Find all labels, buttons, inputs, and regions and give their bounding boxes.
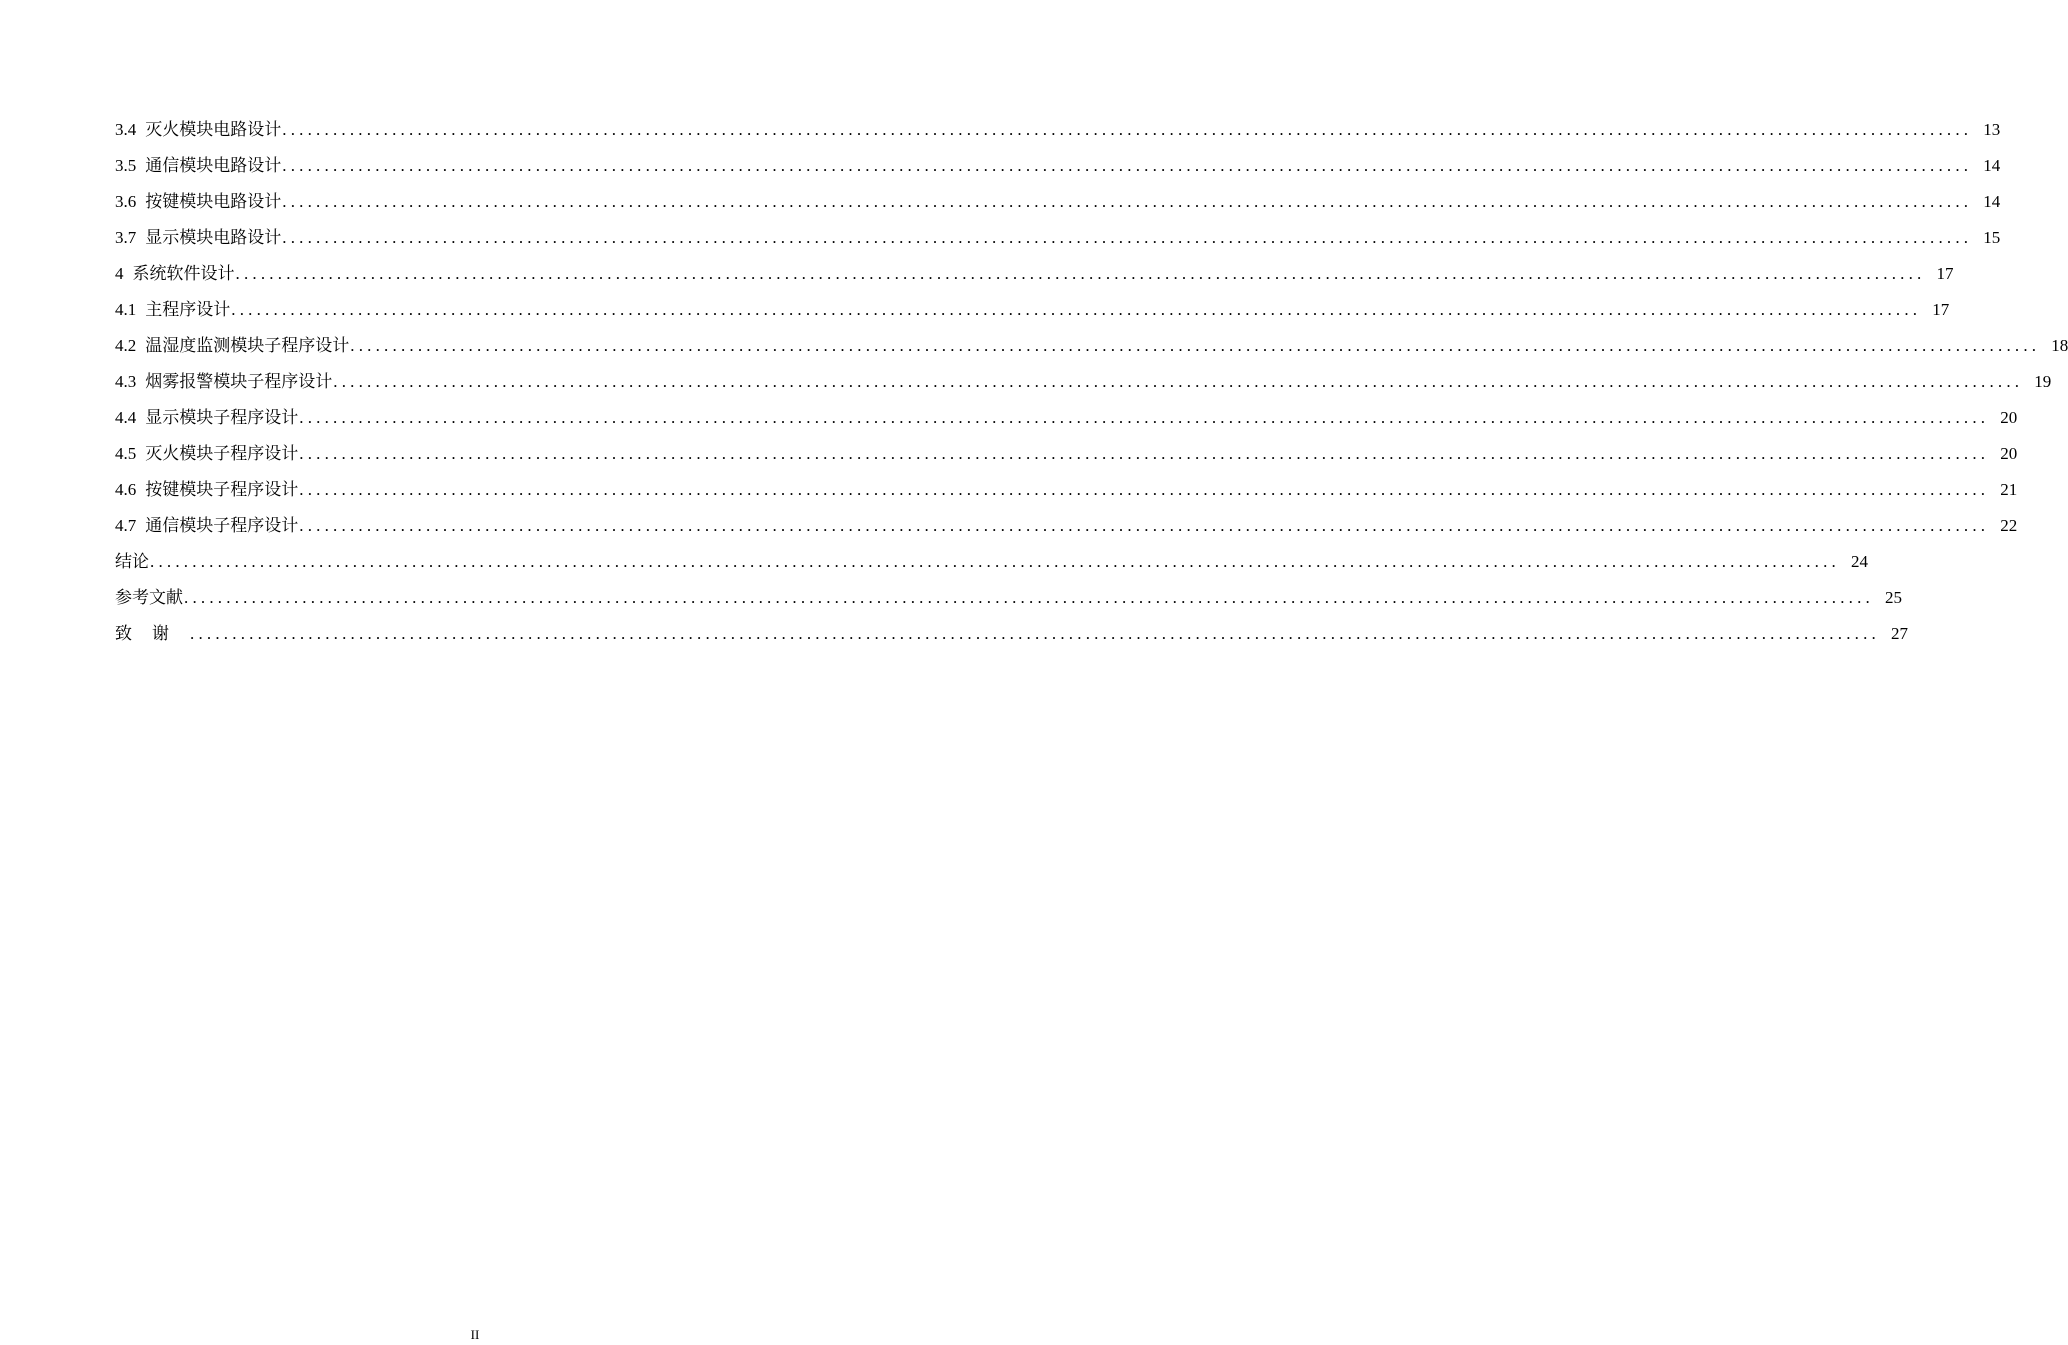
dot-leader: ........................................................................................................................................................................................................ [282, 156, 1973, 175]
toc-entry-title: 通信模块电路设计 [145, 156, 282, 175]
toc-entry-title: 主程序设计 [145, 300, 231, 319]
toc-entry-title: 烟雾报警模块子程序设计 [145, 372, 333, 391]
toc-entry-title: 显示模块子程序设计 [145, 408, 299, 427]
toc-entry-number: 4.3 [115, 372, 137, 391]
toc-entry-page: 14 [1983, 192, 2001, 211]
toc-entry-title: 灭火模块电路设计 [145, 120, 282, 139]
toc-entry-title: 结论 [115, 552, 149, 571]
toc-entry-page: 24 [1851, 552, 1868, 571]
toc-entry-number: 4.1 [115, 300, 137, 319]
toc-entry-page: 15 [1983, 228, 2001, 247]
toc-entry-title: 灭火模块子程序设计 [145, 444, 299, 463]
toc-entry[interactable] [115, 292, 1950, 328]
toc-entry-title: 系统软件设计 [132, 264, 235, 283]
dot-leader: ........................................................................................................................................................................................................ [299, 516, 1990, 535]
toc-entry-number: 4.7 [115, 516, 137, 535]
toc-entry-title: 温湿度监测模块子程序设计 [145, 336, 350, 355]
toc-entry-page: 17 [1932, 300, 1950, 319]
toc-entry-number: 3.5 [115, 156, 137, 175]
toc-entry[interactable] [115, 436, 2018, 472]
dot-leader: ........................................................................................................................................................................................................ [299, 480, 1990, 499]
dot-leader: ........................................................................................................................................................................................................ [333, 372, 2024, 391]
toc-entry-number: 4.4 [115, 408, 137, 427]
table-of-contents [115, 112, 2068, 652]
toc-entry[interactable] [115, 508, 2018, 544]
toc-entry-number: 3.7 [115, 228, 137, 247]
toc-entry-number: 3.6 [115, 192, 137, 211]
toc-entry-page: 19 [2034, 372, 2052, 391]
toc-entry[interactable] [115, 256, 1954, 292]
page-number-footer: II [470, 1327, 480, 1342]
toc-entry-page: 13 [1983, 120, 2001, 139]
toc-entry-title: 按键模块电路设计 [145, 192, 282, 211]
toc-entry-page: 20 [2000, 408, 2018, 427]
dot-leader: ........................................................................................................................................................................................................ [282, 228, 1973, 247]
toc-entry[interactable] [115, 580, 1902, 616]
toc-entry-page: 17 [1936, 264, 1954, 283]
toc-entry-number: 4.2 [115, 336, 137, 355]
toc-entry-page: 18 [2051, 336, 2068, 355]
toc-entry[interactable] [115, 616, 1908, 652]
toc-entry[interactable] [115, 400, 2018, 436]
toc-entry[interactable] [115, 220, 2001, 256]
toc-entry-number: 4 [115, 264, 124, 283]
toc-entry-page: 27 [1891, 624, 1908, 643]
dot-leader: ........................................................................................................................................................................................................ [231, 300, 1922, 319]
toc-entry-number: 4.6 [115, 480, 137, 499]
dot-leader: ........................................................................................................................................................................................................ [184, 588, 1874, 607]
toc-entry-page: 22 [2000, 516, 2018, 535]
toc-entry-title: 按键模块子程序设计 [145, 480, 299, 499]
toc-entry-title: 致谢 [115, 624, 189, 643]
dot-leader: ........................................................................................................................................................................................................ [299, 408, 1990, 427]
toc-entry[interactable] [115, 148, 2001, 184]
dot-leader: ........................................................................................................................................................................................................ [235, 264, 1926, 283]
toc-entry-number: 4.5 [115, 444, 137, 463]
toc-entry[interactable] [115, 364, 2052, 400]
toc-entry[interactable] [115, 544, 1868, 580]
dot-leader: ........................................................................................................................................................................................................ [350, 336, 2041, 355]
toc-entry-page: 14 [1983, 156, 2001, 175]
toc-entry-page: 20 [2000, 444, 2018, 463]
toc-entry[interactable] [115, 112, 2001, 148]
toc-entry[interactable] [115, 328, 2068, 364]
toc-entry[interactable] [115, 472, 2018, 508]
toc-entry-page: 21 [2000, 480, 2018, 499]
toc-entry[interactable] [115, 184, 2001, 220]
dot-leader: ........................................................................................................................................................................................................ [190, 624, 1880, 643]
toc-entry-number: 3.4 [115, 120, 137, 139]
dot-leader: ........................................................................................................................................................................................................ [150, 552, 1840, 571]
dot-leader: ........................................................................................................................................................................................................ [282, 192, 1973, 211]
toc-entry-title: 参考文献 [115, 588, 183, 607]
toc-entry-title: 显示模块电路设计 [145, 228, 282, 247]
dot-leader: ........................................................................................................................................................................................................ [299, 444, 1990, 463]
toc-entry-page: 25 [1885, 588, 1902, 607]
toc-entry-title: 通信模块子程序设计 [145, 516, 299, 535]
dot-leader: ........................................................................................................................................................................................................ [282, 120, 1973, 139]
